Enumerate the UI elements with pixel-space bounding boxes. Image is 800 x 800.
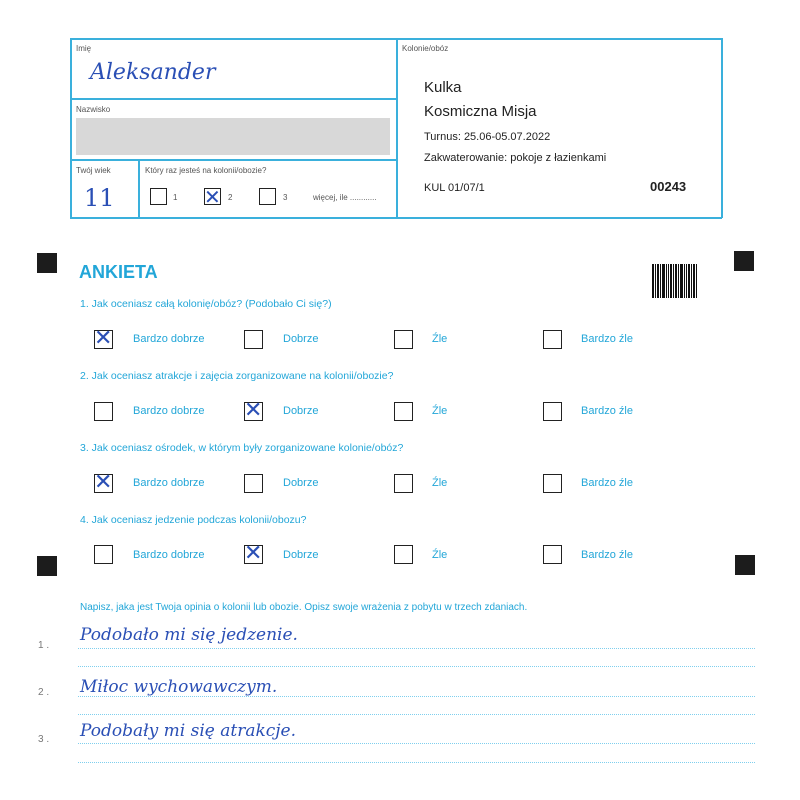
- age-label: Twój wiek: [76, 166, 111, 175]
- q1-option-very-bad-checkbox[interactable]: [543, 330, 562, 349]
- q4-option-bad-label: Źle: [432, 549, 448, 561]
- q2-option-bad-checkbox[interactable]: [394, 402, 413, 421]
- q4-option-very-good-label: Bardzo dobrze: [133, 549, 205, 561]
- which-time-option-1: 1: [173, 193, 178, 202]
- which-time-option-2: 2: [228, 193, 233, 202]
- which-time-option-3: 3: [283, 193, 288, 202]
- survey-title: ANKIETA: [79, 262, 158, 282]
- q1-option-bad-label: Źle: [432, 333, 448, 345]
- camp-code: KUL 01/07/1: [424, 182, 485, 194]
- q2-option-bad-label: Źle: [432, 405, 448, 417]
- answer-rule: [78, 648, 755, 649]
- check-mark-icon: ✕: [94, 470, 113, 495]
- q4-option-very-good-checkbox[interactable]: [94, 545, 113, 564]
- q3-option-good-label: Dobrze: [283, 477, 319, 489]
- camp-program: Kosmiczna Misja: [424, 103, 537, 120]
- check-mark-icon: ✕: [94, 326, 113, 351]
- q1-option-very-bad-label: Bardzo źle: [581, 333, 633, 345]
- check-mark-icon: ✕: [244, 398, 263, 423]
- which-time-checkbox-3[interactable]: [259, 188, 276, 205]
- registration-marker: [37, 556, 57, 576]
- first-name-value[interactable]: Aleksander: [90, 60, 216, 85]
- camp-name: Kulka: [424, 79, 462, 96]
- line-number-2: 2 .: [38, 687, 50, 698]
- q2-option-very-good-label: Bardzo dobrze: [133, 405, 205, 417]
- q4-option-good-label: Dobrze: [283, 549, 319, 561]
- answer-rule: [78, 696, 755, 697]
- line-number-1: 1 .: [38, 640, 50, 651]
- q1-option-very-good-checkbox[interactable]: [94, 326, 113, 351]
- answer-rule: [78, 743, 755, 744]
- answer-rule: [78, 666, 755, 667]
- first-name-label: Imię: [76, 44, 92, 53]
- question-3: 3. Jak oceniasz ośrodek, w którym były zorganizowane kolonie/obóz?: [80, 442, 404, 454]
- q4-option-very-bad-label: Bardzo źle: [581, 549, 633, 561]
- which-time-label: Który raz jesteś na kolonii/obozie?: [145, 166, 267, 175]
- question-1: 1. Jak oceniasz całą kolonię/obóz? (Podobało Ci się?): [80, 298, 332, 310]
- answer-rule: [78, 714, 755, 715]
- q3-option-very-bad-checkbox[interactable]: [543, 474, 562, 493]
- q4-option-bad-checkbox[interactable]: [394, 545, 413, 564]
- turnus-text: Turnus: 25.06-05.07.2022: [424, 131, 551, 143]
- registration-marker: [735, 555, 755, 575]
- registration-marker: [37, 253, 57, 273]
- q1-option-very-good-label: Bardzo dobrze: [133, 333, 205, 345]
- camp-label: Kolonie/obóz: [402, 44, 449, 53]
- q3-option-bad-label: Źle: [432, 477, 448, 489]
- q2-option-good-checkbox[interactable]: [244, 398, 263, 423]
- form-number: 00243: [650, 179, 687, 194]
- last-name-redacted-field[interactable]: [76, 118, 390, 155]
- q3-option-bad-checkbox[interactable]: [394, 474, 413, 493]
- q2-option-very-bad-label: Bardzo źle: [581, 405, 633, 417]
- q3-option-good-checkbox[interactable]: [244, 474, 263, 493]
- answer-line-3[interactable]: Podobały mi się atrakcje.: [80, 721, 297, 741]
- q3-option-very-bad-label: Bardzo źle: [581, 477, 633, 489]
- check-mark-icon: ✕: [244, 541, 263, 566]
- q1-option-bad-checkbox[interactable]: [394, 330, 413, 349]
- answer-rule: [78, 762, 755, 763]
- answer-line-1[interactable]: Podobało mi się jedzenie.: [80, 625, 298, 645]
- q2-option-good-label: Dobrze: [283, 405, 319, 417]
- accommodation-text: Zakwaterowanie: pokoje z łazienkami: [424, 152, 607, 164]
- q1-option-good-label: Dobrze: [283, 333, 319, 345]
- which-time-checkbox-1[interactable]: [150, 188, 167, 205]
- opinion-prompt: Napisz, jaka jest Twoja opinia o kolonii lub obozie. Opisz swoje wrażenia z pobytu w trzech zdaniach.: [80, 602, 528, 613]
- age-value[interactable]: 11: [84, 184, 115, 212]
- question-2: 2. Jak oceniasz atrakcje i zajęcia zorganizowane na kolonii/obozie?: [80, 370, 394, 382]
- q4-option-good-checkbox[interactable]: [244, 541, 263, 566]
- question-4: 4. Jak oceniasz jedzenie podczas kolonii/obozu?: [80, 514, 307, 526]
- q3-option-very-good-label: Bardzo dobrze: [133, 477, 205, 489]
- which-time-checkbox-2[interactable]: [204, 185, 221, 209]
- q2-option-very-good-checkbox[interactable]: [94, 402, 113, 421]
- barcode: [652, 264, 700, 298]
- answer-line-2[interactable]: Miłoc wychowawczym.: [80, 677, 278, 697]
- q4-option-very-bad-checkbox[interactable]: [543, 545, 562, 564]
- last-name-label: Nazwisko: [76, 105, 111, 114]
- line-number-3: 3 .: [38, 734, 50, 745]
- registration-marker: [734, 251, 754, 271]
- q1-option-good-checkbox[interactable]: [244, 330, 263, 349]
- check-mark-icon: ✕: [204, 185, 221, 209]
- more-times-label: więcej, ile ............: [313, 193, 377, 202]
- q3-option-very-good-checkbox[interactable]: [94, 470, 113, 495]
- q2-option-very-bad-checkbox[interactable]: [543, 402, 562, 421]
